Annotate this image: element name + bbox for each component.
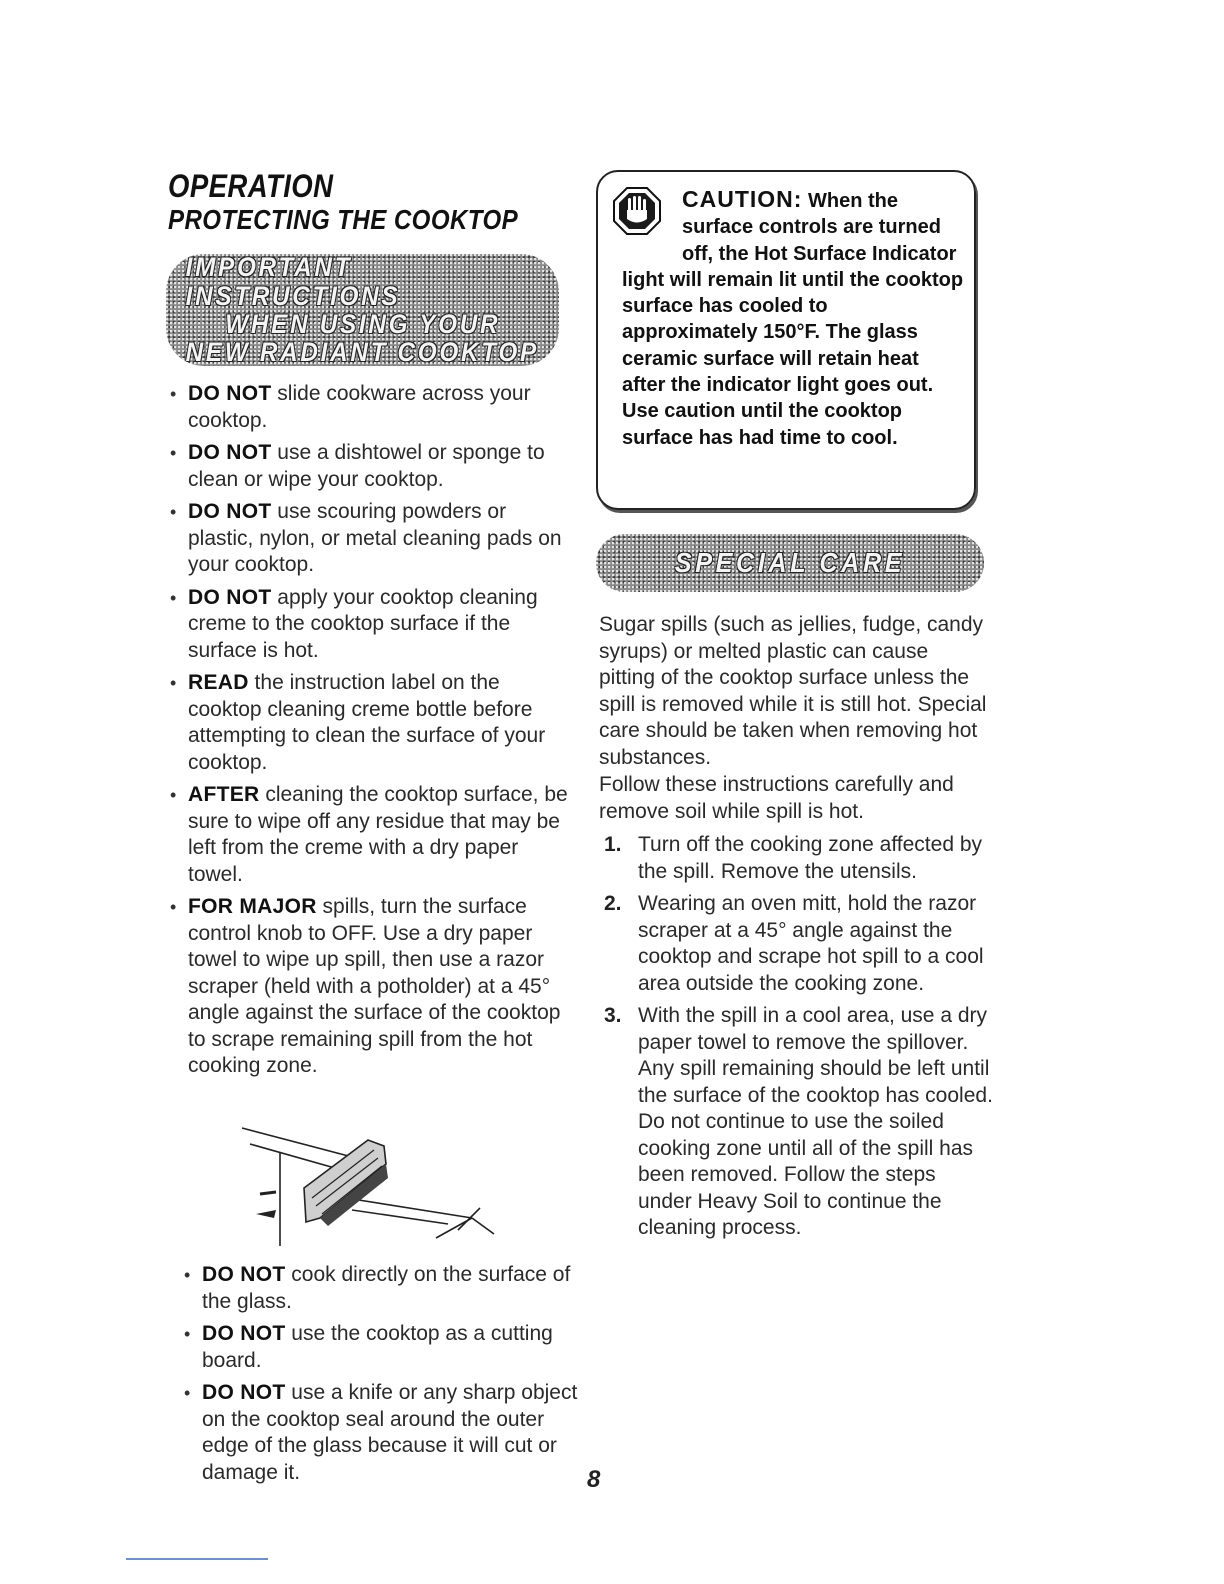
banner-line: NEW RADIANT COOKTOP <box>185 337 540 366</box>
list-item <box>170 381 570 434</box>
item-text: use the cooktop as a cutting board. <box>202 1322 553 1372</box>
item-text: cook directly on the surface of the glass. <box>202 1263 571 1313</box>
footer-rule <box>126 1558 268 1560</box>
special-care-banner <box>596 534 984 592</box>
item-text: cleaning the cooktop surface, be sure to wipe off any residue that may be left from the creme with a dry paper towel. <box>188 783 568 886</box>
precautions-list <box>170 381 570 1086</box>
item-lead: DO NOT <box>202 1263 286 1286</box>
banner-title: SPECIAL CARE <box>674 547 906 579</box>
caution-box <box>596 170 976 510</box>
caution-text <box>622 186 966 451</box>
banner-line: WHEN USING YOUR <box>225 309 500 339</box>
list-item <box>170 585 570 665</box>
item-lead: FOR MAJOR <box>188 895 317 918</box>
important-instructions-banner <box>166 254 559 366</box>
step-item <box>604 891 994 997</box>
item-text: use scouring powders or plastic, nylon, or metal cleaning pads on your cooktop. <box>188 500 562 576</box>
list-item <box>170 440 570 493</box>
page-number: 8 <box>587 1466 601 1493</box>
step-text: Turn off the cooking zone affected by the spill. Remove the utensils. <box>638 833 983 883</box>
list-item <box>170 499 570 579</box>
item-lead: DO NOT <box>188 585 272 609</box>
cleaning-steps <box>604 832 994 1248</box>
item-text: apply your cooktop cleaning creme to the cooktop surface if the surface is hot. <box>188 585 538 662</box>
step-item <box>604 832 994 885</box>
step-text: With the spill in a cool area, use a dry paper towel to remove the spillover. Any spill remaining should be left until the surface of the cooktop has cooled. Do not continue to use the soiled cooking zone until all of the spill has been removed. Follow the steps under Heavy Soil to continue the cleaning process. <box>638 1004 993 1239</box>
step-number: 1. <box>604 833 622 856</box>
item-lead: DO NOT <box>188 441 272 464</box>
item-lead: DO NOT <box>202 1381 286 1404</box>
item-lead: DO NOT <box>202 1322 286 1345</box>
caution-label: CAUTION: <box>682 186 803 212</box>
banner-line: IMPORTANT INSTRUCTIONS <box>185 254 401 311</box>
razor-scraper-illustration <box>236 1118 506 1248</box>
item-lead: READ <box>188 671 249 694</box>
step-number: 3. <box>604 1004 622 1027</box>
list-item <box>184 1262 584 1315</box>
item-text: spills, turn the surface control knob to OFF. Use a dry paper towel to wipe up spill, then use a razor scraper (held with a potholder) at a 45° angle against the surface of the cooktop to scrape remaining spill from the hot cooking zone. <box>188 895 561 1077</box>
list-item <box>170 782 570 888</box>
list-item <box>184 1321 584 1374</box>
step-number: 2. <box>604 892 622 915</box>
item-lead: DO NOT <box>188 500 272 523</box>
item-lead: AFTER <box>188 783 260 806</box>
precautions-list-continued <box>184 1262 584 1492</box>
list-item <box>170 894 570 1080</box>
caution-body: When the surface controls are turned off, the Hot Surface Indicator light will remain lit until the cooktop surface has cooled to approximately 150°F. The glass ceramic surface will retain heat after the indicator light goes out. Use caution until the cooktop surface has had time to cool. <box>622 190 964 449</box>
special-care-instruction: Follow these instructions carefully and remove soil while spill is hot. <box>599 773 954 823</box>
item-text: use a knife or any sharp object on the cooktop seal around the outer edge of the glass because it will cut or damage it. <box>202 1381 578 1484</box>
item-lead: DO NOT <box>188 382 272 405</box>
step-item <box>604 1003 994 1242</box>
list-item <box>184 1380 584 1486</box>
section-heading: OPERATION <box>168 168 334 204</box>
item-text: slide cookware across your cooktop. <box>188 382 531 432</box>
list-item <box>170 670 570 776</box>
step-text: Wearing an oven mitt, hold the razor scraper at a 45° angle against the cooktop and scrape hot spill to a cool area outside the cooking zone. <box>638 892 984 995</box>
page-title: PROTECTING THE COOKTOP <box>168 204 519 235</box>
item-text: use a dishtowel or sponge to clean or wipe your cooktop. <box>188 441 545 491</box>
item-text: the instruction label on the cooktop cleaning creme bottle before attempting to clean the surface of your cooktop. <box>188 671 546 774</box>
special-care-intro: Sugar spills (such as jellies, fudge, candy syrups) or melted plastic can cause pitting of the cooktop surface unless the spill is removed while it is still hot. Special care should be taken when removing hot substances. <box>599 613 987 769</box>
